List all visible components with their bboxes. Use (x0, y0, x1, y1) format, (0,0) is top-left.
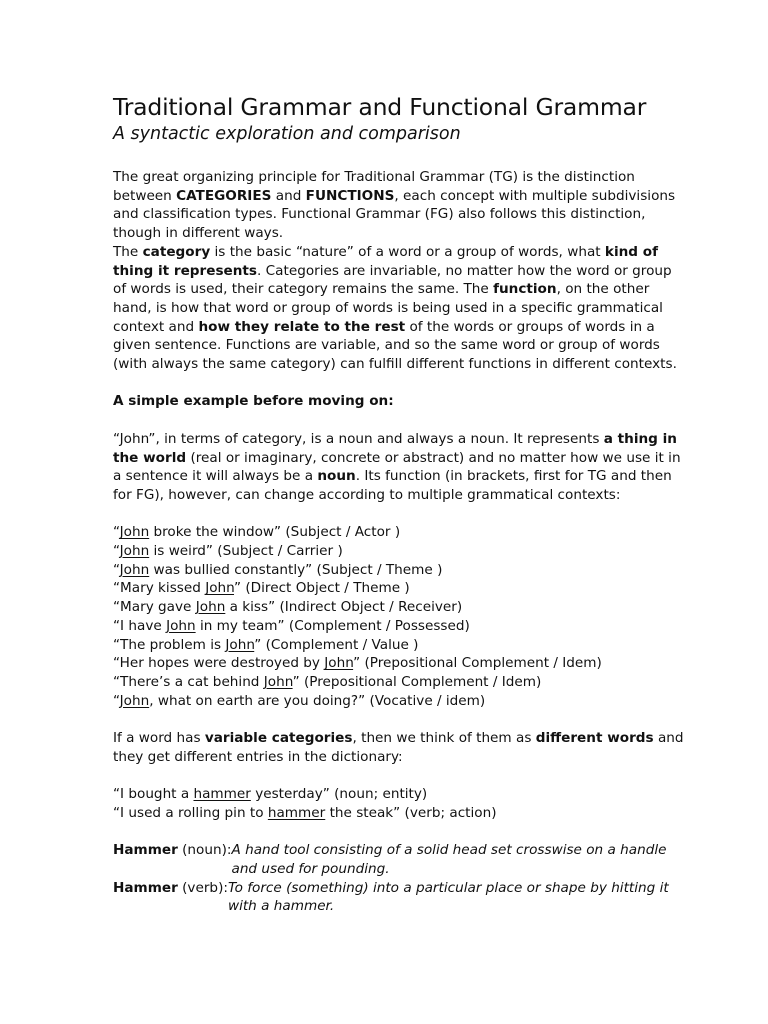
underlined-word: John (263, 673, 293, 690)
text-run: broke the window” (Subject / Actor ) (149, 524, 401, 541)
underlined-word: John (195, 599, 226, 616)
underlined-word: hammer (193, 786, 251, 803)
underlined-word: John (119, 524, 150, 541)
text-run: of the words or groups of words in a (405, 318, 655, 335)
term-functions: FUNCTIONS (305, 187, 395, 204)
underlined-word: John (119, 561, 150, 578)
text-run: If a word has (113, 730, 205, 747)
definition-text (231, 841, 666, 878)
bold-run: different words (535, 730, 654, 747)
section-heading: A simple example before moving on: (113, 393, 394, 410)
underlined-word: John (119, 692, 150, 709)
text-run: , on the other (556, 281, 650, 298)
text-line (113, 449, 681, 468)
text-line (113, 748, 653, 767)
example-item (113, 617, 653, 636)
paragraph-variable-categories (113, 729, 684, 766)
text-line (113, 729, 684, 748)
text-run: though in different ways. (113, 225, 284, 242)
text-line (113, 187, 676, 206)
text-run: the steak” (verb; action) (325, 804, 497, 821)
text-run: “ (113, 692, 120, 709)
text-run: and classification types. Functional Grammar (FG) also follows this distinction, (113, 206, 646, 223)
document-page (113, 92, 684, 916)
text-run: ” (Direct Object / Theme ) (234, 580, 410, 597)
text-run: . Categories are invariable, no matter how the word or group (257, 262, 672, 279)
bold-run: thing it represents (113, 262, 258, 279)
example-item (113, 804, 653, 823)
document-body (113, 168, 684, 916)
example-item (113, 673, 653, 692)
text-line: To force (something) into a particular place or shape by hitting it (227, 879, 669, 896)
text-line (113, 243, 659, 262)
text-run: given sentence. Functions are variable, and so the same word or group of words (113, 337, 660, 354)
bold-run: kind of (604, 243, 659, 260)
definition-pos: (verb): (177, 879, 228, 896)
text-run: (real or imaginary, concrete or abstract) and no matter how we use it in (186, 449, 681, 466)
paragraph-intro (113, 168, 676, 243)
text-line: A hand tool consisting of a solid head set crosswise on a handle (231, 842, 667, 859)
hammer-example-list (113, 785, 653, 822)
text-run: ” (Complement / Value ) (254, 636, 419, 653)
bold-run: noun (317, 468, 356, 485)
text-run: and (653, 730, 684, 747)
definition-term: Hammer (113, 842, 178, 859)
spacer (113, 823, 653, 842)
text-run: they get different entries in the dictionary: (113, 748, 403, 765)
term-category: category (142, 243, 211, 260)
spacer (113, 710, 653, 729)
text-line (113, 224, 653, 243)
spacer (113, 374, 653, 393)
text-run: “ (113, 543, 120, 560)
text-run: “John”, in terms of category, is a noun and always a noun. It represents (113, 430, 604, 447)
definition-verb (113, 879, 669, 916)
text-run: “Mary kissed (113, 580, 206, 597)
text-run: “Her hopes were destroyed by (113, 655, 325, 672)
document-subtitle: A syntactic exploration and comparison (113, 124, 461, 144)
text-line (113, 355, 677, 374)
text-run: “The problem is (113, 636, 226, 653)
paragraph-category-function (113, 243, 677, 374)
example-item (113, 542, 653, 561)
definition-term: Hammer (113, 879, 178, 896)
text-run: hand, is how that word or group of words is being used in a specific grammatical (113, 299, 663, 316)
term-categories: CATEGORIES (176, 187, 272, 204)
underlined-word: John (119, 543, 150, 560)
text-run: is the basic “nature” of a word or a group of words, what (210, 243, 605, 260)
text-run: . Its function (in brackets, first for TG and then (355, 468, 672, 485)
text-run: The (113, 243, 143, 260)
text-run: , what on earth are you doing?” (Vocative / idem) (149, 692, 486, 709)
text-run: (with always the same category) can fulfill different functions in different contexts. (113, 356, 677, 373)
definition-head (113, 841, 231, 878)
text-run: “There’s a cat behind (113, 673, 264, 690)
text-run: and (271, 187, 306, 204)
text-run: “I have (113, 617, 167, 634)
definition-text (228, 879, 669, 916)
example-item (113, 579, 653, 598)
definition-head (113, 879, 228, 916)
term-function: function (493, 281, 557, 298)
paragraph-john (113, 430, 681, 505)
example-item (113, 523, 653, 542)
bold-run: how they relate to the rest (198, 318, 406, 335)
text-line (113, 318, 653, 337)
text-line: with a hammer. (227, 898, 335, 915)
text-line (113, 299, 663, 318)
example-item (113, 561, 653, 580)
spacer (113, 766, 653, 785)
text-run: ” (Prepositional Complement / Idem) (353, 655, 602, 672)
bold-run: the world (113, 449, 187, 466)
text-line (113, 280, 653, 299)
example-item (113, 692, 653, 711)
text-run: , each concept with multiple subdivisions (394, 187, 676, 204)
document-title: Traditional Grammar and Functional Grammar (113, 93, 647, 121)
spacer (113, 505, 653, 524)
text-line: and used for pounding. (231, 860, 390, 877)
text-run: context and (113, 318, 199, 335)
spacer (113, 411, 653, 430)
underlined-word: John (225, 636, 255, 653)
text-run: was bullied constantly” (Subject / Theme ) (149, 561, 443, 578)
text-run: ” (Prepositional Complement / Idem) (292, 673, 542, 690)
text-run: between (113, 187, 177, 204)
text-run: yesterday” (noun; entity) (250, 786, 428, 803)
text-run: in my team” (Complement / Possessed) (195, 617, 470, 634)
text-run: The great organizing principle for Traditional Grammar (TG) is the distinction (113, 169, 635, 185)
text-line (113, 262, 672, 281)
example-item (113, 636, 653, 655)
text-run: “I used a rolling pin to (113, 804, 268, 821)
text-run: for FG), however, can change according to multiple grammatical contexts: (113, 486, 621, 503)
text-run: of words is used, their category remains the same. The (113, 281, 494, 298)
text-run: a sentence it will always be a (113, 468, 318, 485)
definition-list (113, 841, 669, 916)
text-run: “ (113, 524, 120, 541)
text-line (113, 205, 653, 224)
underlined-word: hammer (267, 804, 326, 821)
definition-pos: (noun): (177, 842, 232, 859)
bold-run: variable categories (204, 730, 353, 747)
text-run: “Mary gave (113, 599, 196, 616)
definition-noun (113, 841, 667, 878)
example-item (113, 654, 653, 673)
text-line (113, 336, 660, 355)
underlined-word: John (205, 580, 235, 597)
text-run: , then we think of them as (352, 730, 536, 747)
example-item (113, 785, 653, 804)
bold-run: a thing in (603, 430, 677, 447)
example-list (113, 523, 653, 710)
text-run: is weird” (Subject / Carrier ) (149, 543, 343, 560)
example-item (113, 598, 653, 617)
text-line (113, 467, 672, 486)
text-line (113, 168, 653, 187)
text-run: “I bought a (113, 786, 194, 803)
underlined-word: John (166, 617, 196, 634)
text-run: “ (113, 561, 120, 578)
text-line (113, 486, 653, 505)
underlined-word: John (324, 655, 354, 672)
text-run: a kiss” (Indirect Object / Receiver) (225, 599, 463, 616)
text-line (113, 430, 677, 449)
